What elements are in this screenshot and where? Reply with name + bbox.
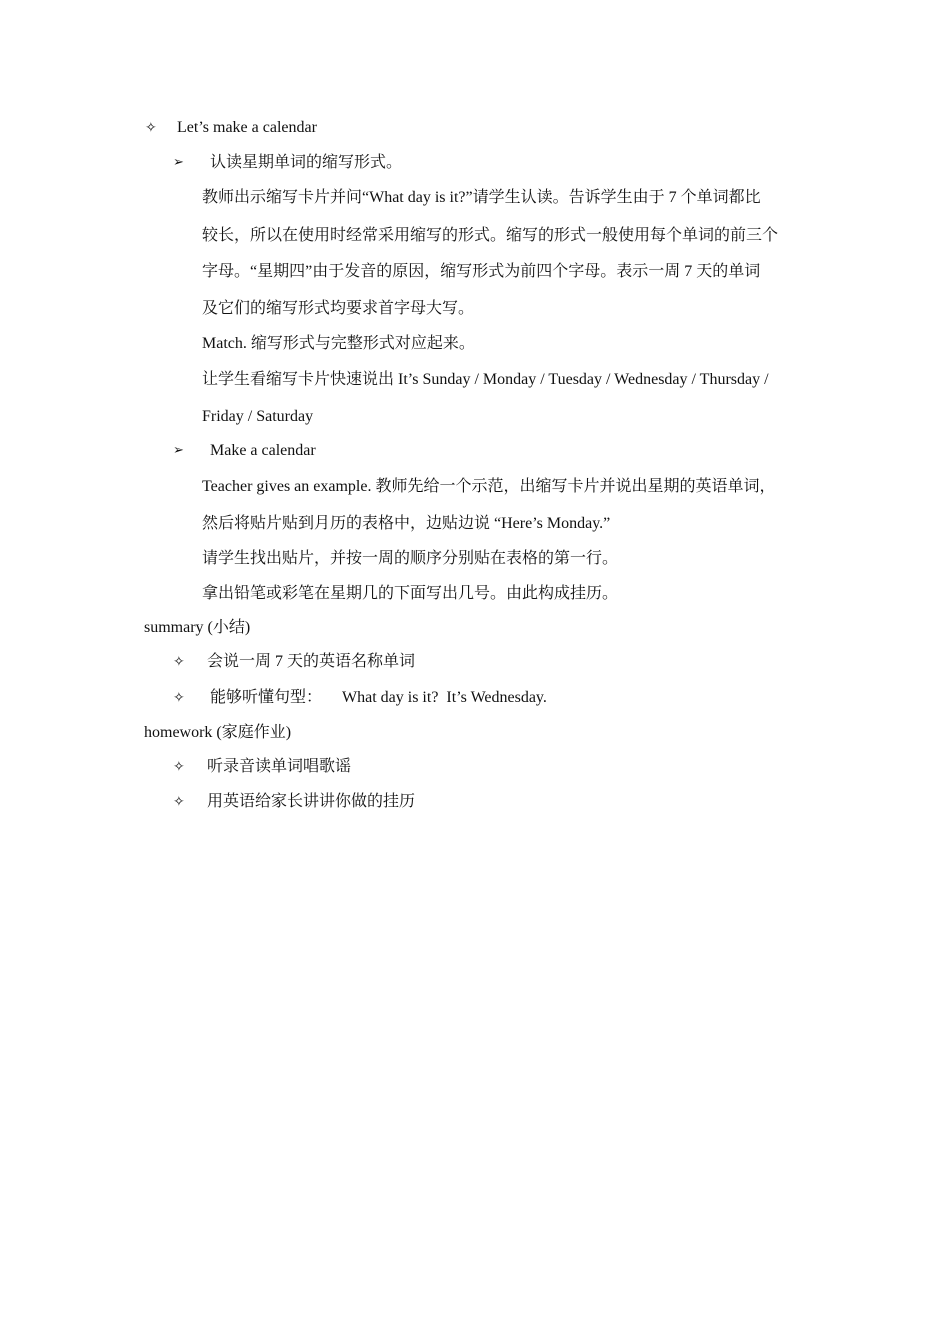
paragraph-line: 较长，所以在使用时经常采用缩写的形式。缩写的形式一般使用每个单词的前三个 <box>202 227 779 244</box>
paragraph-line: Match. 缩写形式与完整形式对应起来。 <box>202 335 475 352</box>
diamond-bullet-icon: ✧ <box>173 794 185 810</box>
arrow-bullet-icon: ➢ <box>173 443 184 458</box>
diamond-bullet-icon: ✧ <box>173 690 185 706</box>
diamond-bullet-icon: ✧ <box>173 654 185 670</box>
summary-heading: summary (小结) <box>144 619 251 636</box>
subsection-title-make-calendar: Make a calendar <box>210 442 316 459</box>
diamond-bullet-icon: ✧ <box>173 759 185 775</box>
diamond-bullet-icon: ✧ <box>145 120 157 136</box>
subsection-title-abbreviations: 认读星期单词的缩写形式。 <box>210 154 403 171</box>
paragraph-line: 让学生看缩写卡片快速说出 It’s Sunday / Monday / Tuesday / Wednesday / Thursday / <box>202 371 769 388</box>
arrow-bullet-icon: ➢ <box>173 155 184 170</box>
paragraph-line: Teacher gives an example. 教师先给一个示范，出缩写卡片并说出星期的英语单词， <box>202 478 776 495</box>
paragraph-line: 教师出示缩写卡片并问“What day is it?”请学生认读。告诉学生由于 7 个单词都比 <box>202 189 761 206</box>
paragraph-line: 及它们的缩写形式均要求首字母大写。 <box>202 300 475 317</box>
homework-item: 听录音读单词唱歌谣 <box>207 758 352 775</box>
paragraph-line: 然后将贴片贴到月历的表格中，边贴边说 “Here’s Monday.” <box>202 515 611 532</box>
section-title-calendar: Let’s make a calendar <box>177 119 317 136</box>
paragraph-line: 字母。“星期四”由于发音的原因，缩写形式为前四个字母。表示一周 7 天的单词 <box>202 263 761 280</box>
homework-heading: homework (家庭作业) <box>144 724 292 741</box>
paragraph-line: 请学生找出贴片，并按一周的顺序分别贴在表格的第一行。 <box>202 550 619 567</box>
homework-item: 用英语给家长讲讲你做的挂历 <box>207 793 416 810</box>
summary-item: 能够听懂句型： What day is it? It’s Wednesday. <box>210 689 547 706</box>
summary-item: 会说一周 7 天的英语名称单词 <box>207 653 416 670</box>
paragraph-line: Friday / Saturday <box>202 408 314 425</box>
paragraph-line: 拿出铅笔或彩笔在星期几的下面写出几号。由此构成挂历。 <box>202 585 619 602</box>
